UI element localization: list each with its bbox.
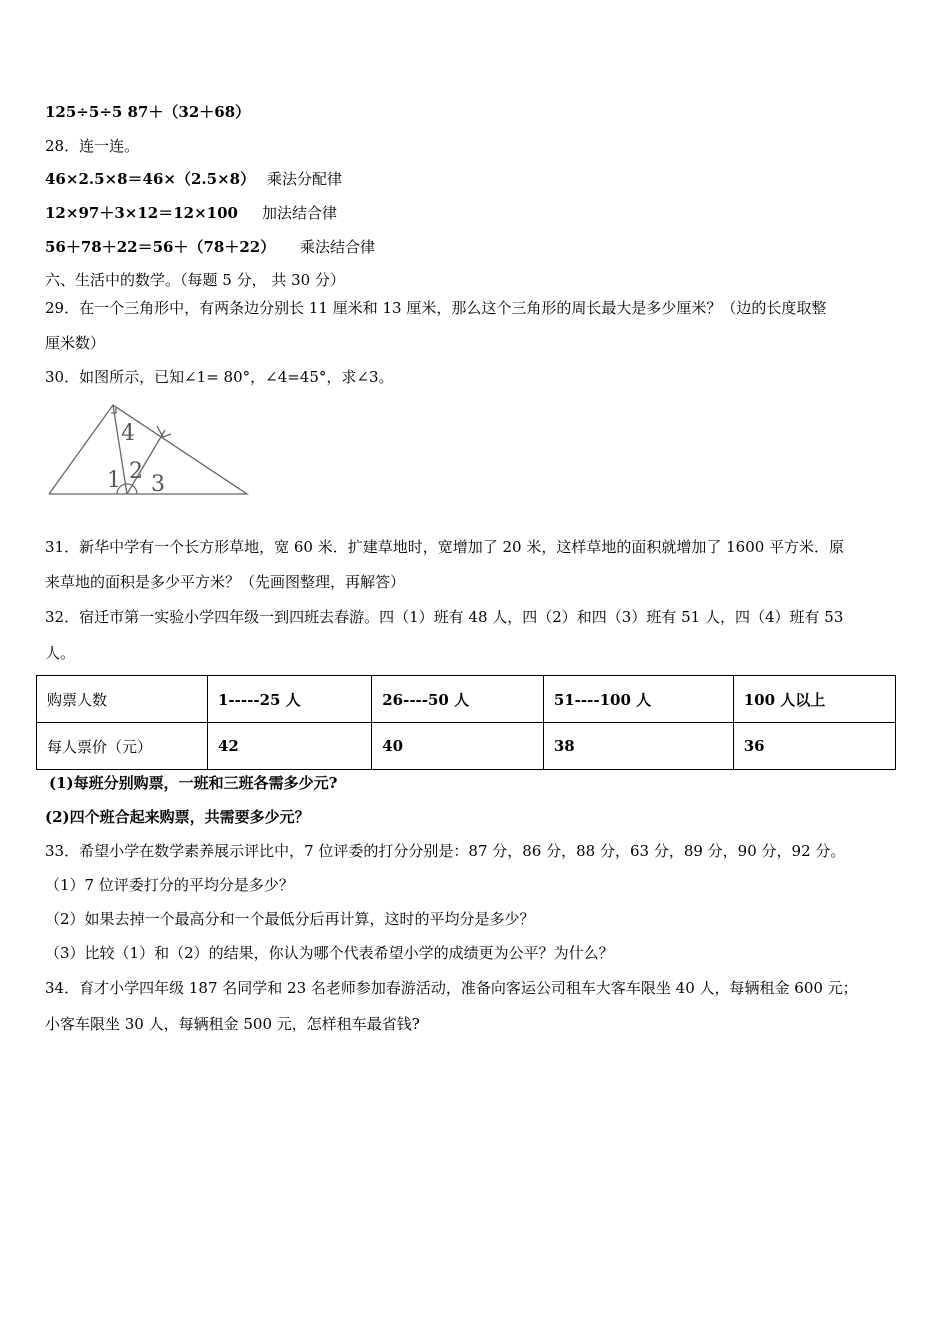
equation-1: 46×2.5×8＝46×（2.5×8）	[45, 170, 256, 188]
angle-label-4: 4	[121, 421, 135, 446]
law-label-1: 乘法分配律	[267, 170, 343, 188]
question-34-line-2: 小客车限坐 30 人，每辆租金 500 元，怎样租车最省钱?	[45, 1015, 420, 1033]
question-32-line-1: 32．宿迁市第一实验小学四年级一到四班去春游。四（1）班有 48 人，四（2）和四（3）班有 51 人，四（4）班有 53	[45, 608, 844, 626]
law-label-3: 乘法结合律	[300, 238, 376, 256]
question-33-sub-3: （3）比较（1）和（2）的结果，你认为哪个代表希望小学的成绩更为公平？为什么？	[45, 944, 614, 962]
table-cell: 42	[208, 723, 372, 770]
question-32-line-2: 人。	[45, 644, 76, 662]
table-cell: 40	[372, 723, 544, 770]
table-cell: 购票人数	[37, 676, 208, 723]
ticket-price-table	[36, 675, 896, 770]
angle-label-3: 3	[151, 472, 165, 497]
equation-2: 12×97＋3×12＝12×100	[45, 204, 238, 222]
expression-line: 125÷5÷5 87＋（32＋68）	[45, 103, 251, 121]
question-33-sub-2: （2）如果去掉一个最高分和一个最低分后再计算，这时的平均分是多少？	[45, 910, 535, 928]
table-row	[37, 723, 896, 770]
question-32-sub-2: (2)四个班合起来购票，共需要多少元？	[45, 808, 310, 826]
table-cell: 38	[543, 723, 733, 770]
section-6-heading: 六、生活中的数学。（每题 5 分， 共 30 分）	[45, 271, 345, 289]
table-cell: 26----50 人	[372, 676, 544, 723]
question-33: 33．希望小学在数学素养展示评比中，7 位评委的打分分别是：87 分，86 分，88 分，63 分，89 分，90 分，92 分。	[45, 842, 846, 860]
table-cell: 51----100 人	[543, 676, 733, 723]
table-cell: 100 人以上	[733, 676, 895, 723]
question-30: 30．如图所示，已知∠1= 80°，∠4=45°，求∠3。	[45, 368, 394, 386]
question-32-sub-1: (1)每班分别购票，一班和三班各需多少元?	[49, 774, 338, 792]
table-row	[37, 676, 896, 723]
table-cell: 每人票价（元）	[37, 723, 208, 770]
angle-label-1: 1	[107, 468, 121, 493]
question-31-line-2: 来草地的面积是多少平方米？（先画图整理，再解答）	[45, 573, 406, 591]
equation-3: 56＋78＋22＝56＋（78＋22）	[45, 238, 276, 256]
table-cell: 1-----25 人	[208, 676, 372, 723]
question-29-line-1: 29．在一个三角形中，有两条边分别长 11 厘米和 13 厘米，那么这个三角形的周长最大是多少厘米？（边的长度取整	[45, 299, 827, 317]
question-34-line-1: 34．育才小学四年级 187 名同学和 23 名老师参加春游活动，准备向客运公司租车大客车限坐 40 人，每辆租金 600 元；	[45, 979, 858, 997]
question-33-sub-1: （1）7 位评委打分的平均分是多少？	[45, 876, 294, 894]
angle-label-2: 2	[129, 459, 143, 484]
law-label-2: 加法结合律	[262, 204, 338, 222]
triangle-figure	[45, 400, 255, 500]
question-31-line-1: 31．新华中学有一个长方形草地，宽 60 米．扩建草地时，宽增加了 20 米，这样草地的面积就增加了 1600 平方米．原	[45, 538, 845, 556]
question-28-title: 28．连一连。	[45, 137, 140, 155]
table-cell: 36	[733, 723, 895, 770]
question-29-line-2: 厘米数）	[45, 334, 106, 352]
